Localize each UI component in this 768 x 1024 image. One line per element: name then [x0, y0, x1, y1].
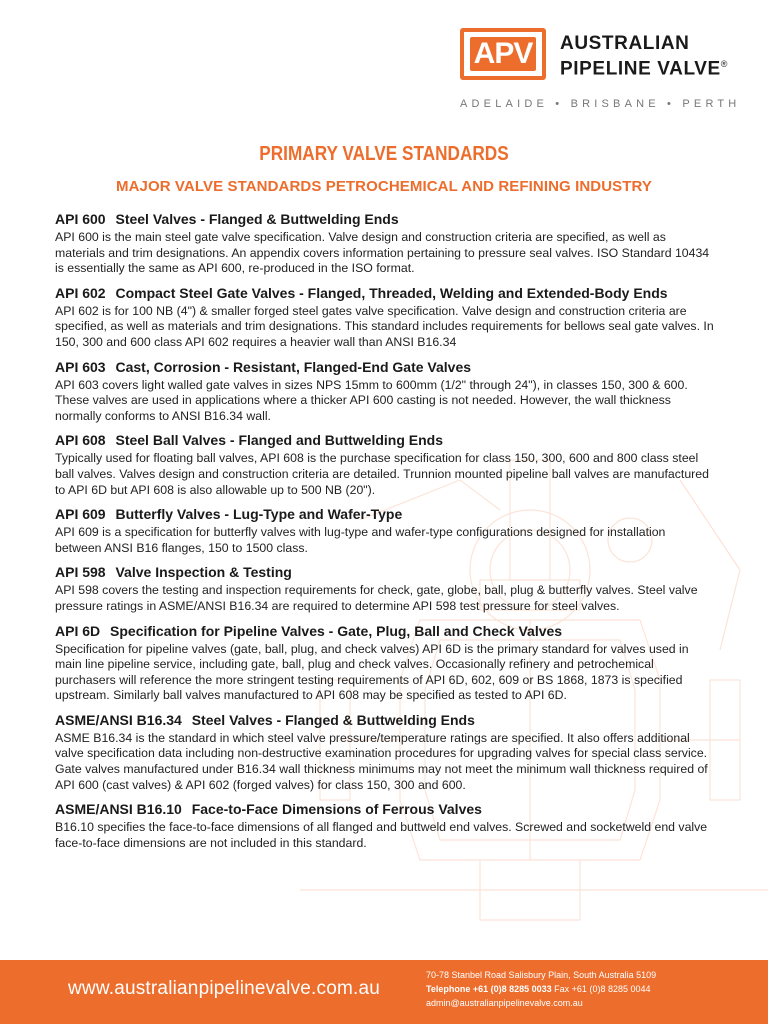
standard-heading	[55, 358, 715, 376]
standard-title: Butterfly Valves - Lug-Type and Wafer-Type	[115, 506, 403, 523]
standard-heading	[55, 800, 715, 818]
contact-info	[426, 968, 656, 1010]
standard-heading	[55, 505, 715, 523]
telephone-number: Telephone +61 (0)8 8285 0033	[426, 984, 552, 994]
standard-code: ASME/ANSI B16.34	[55, 711, 182, 728]
standard-description: API 609 is a specification for butterfly valves with lug-type and wafer-type configurations designed for installation between ANSI B16 flanges, 150 to 1500 class.	[55, 525, 666, 555]
standard-heading	[55, 622, 715, 640]
website-link[interactable]: www.australianpipelinevalve.com.au	[68, 978, 381, 999]
standard-code: API 598	[55, 564, 106, 581]
standard-description: API 600 is the main steel gate valve specification. Valve design and construction criteria are specified, as well as materials and trim designations. An appendix covers information pertaining to pressure seal valves. ISO Standard 10434 is essentially the same as API 600, re-produced in the ISO format.	[55, 230, 710, 276]
standard-section	[55, 284, 715, 351]
logo-badge	[460, 28, 546, 80]
company-name-line1: AUSTRALIAN	[560, 33, 690, 54]
page-title: PRIMARY VALVE STANDARDS	[259, 143, 509, 165]
email-link[interactable]: admin@australianpipelinevalve.com.au	[426, 998, 583, 1008]
standard-title: Compact Steel Gate Valves - Flanged, Threaded, Welding and Extended-Body Ends	[115, 284, 668, 301]
company-name-line2: PIPELINE VALVE	[560, 58, 721, 80]
standard-code: API 609	[55, 506, 106, 523]
standard-section	[55, 563, 715, 614]
standard-heading	[55, 431, 715, 449]
postal-address: 70-78 Stanbel Road Salisbury Plain, South Australia 5109	[426, 970, 657, 980]
standard-title: Steel Valves - Flanged & Buttwelding Ends	[191, 711, 475, 728]
footer-bar	[0, 960, 768, 1024]
standard-section	[55, 358, 715, 425]
standard-title: Specification for Pipeline Valves - Gate, Plug, Ball and Check Valves	[110, 622, 563, 639]
standard-description: API 603 covers light walled gate valves in sizes NPS 15mm to 600mm (1/2" through 24"), in classes 150, 300 & 600. These valves are used in applications where a thicker API 600 casting is not needed. However, the wall thickness normally conforms to ANSI B16.34 wall.	[55, 377, 688, 423]
standard-code: API 603	[55, 358, 106, 375]
standard-code: API 6D	[55, 622, 101, 639]
logo-letters: APV	[473, 37, 533, 70]
standard-description: API 602 is for 100 NB (4") & smaller forged steel gates valve specification. Valve design and construction criteria are specified, as well as materials and trim designations. This standard includes requirements for bellows seal gate valves. In 150, 300 and 600 class API 602 requires a heavier wall than ANSI B16.34	[55, 303, 714, 349]
standards-list	[55, 210, 715, 858]
standard-section	[55, 210, 715, 277]
standard-description: ASME B16.34 is the standard in which steel valve pressure/temperature ratings are specified. It also offers additional valve specification data including non-destructive examination procedures for upgrading valves for special class service. Gate valves manufactured under B16.34 wall thickness minimums may not meet the minimum wall thickness required of API 600 (cast valves) & API 602 (forged valves) for class 150, 300 and 600.	[55, 730, 708, 792]
office-cities: ADELAIDE • BRISBANE • PERTH	[460, 98, 741, 110]
standard-code: ASME/ANSI B16.10	[55, 801, 182, 818]
standard-title: Steel Valves - Flanged & Buttwelding Ends	[115, 211, 399, 227]
standard-description: API 598 covers the testing and inspection requirements for check, gate, globe, ball, plug & butterfly valves. Steel valve pressure ratings in ASME/ANSI B16.34 are required to determine API 598 test pressure for steel valves.	[55, 583, 698, 613]
standard-heading	[55, 563, 715, 581]
standard-title: Valve Inspection & Testing	[115, 564, 292, 581]
standard-code: API 602	[55, 284, 106, 301]
standard-section	[55, 431, 715, 498]
standard-section	[55, 622, 715, 704]
standard-section	[55, 711, 715, 793]
registered-mark: ®	[720, 59, 729, 69]
standard-description: Specification for pipeline valves (gate, ball, plug, and check valves) API 6D is the primary standard for valves used in main line pipeline service, including gate, ball, plug and check valves. Occasionally refinery and petrochemical purchasers will reference the more stringent testing requirements of API 6D, 602, 609 or BS 1868, 1873 is specified upstream. Similarly ball valves manufactured to API 608 may be specified as tested to API 6D.	[55, 641, 689, 703]
standard-description: B16.10 specifies the face-to-face dimensions of all flanged and buttweld end valves. Screwed and socketweld end valve face-to-face dimensions are not included in this standard.	[55, 820, 708, 850]
standard-description: Typically used for floating ball valves, API 608 is the purchase specification for class 150, 300, 600 and 800 class steel ball valves. Valves design and construction criteria are detailed. Trunnion mounted pipeline ball valves are manufactured to API 6D but API 608 is also allowable up to 500 NB (20").	[55, 451, 709, 497]
standard-title: Steel Ball Valves - Flanged and Buttwelding Ends	[115, 432, 443, 449]
standard-code: API 600	[55, 211, 106, 227]
standard-heading	[55, 711, 715, 729]
company-logo	[460, 28, 750, 84]
standard-heading	[55, 210, 715, 228]
standard-heading	[55, 284, 715, 302]
fax-number: Fax +61 (0)8 8285 0044	[554, 984, 651, 994]
standard-code: API 608	[55, 432, 106, 449]
page-subtitle: MAJOR VALVE STANDARDS PETROCHEMICAL AND REFINING INDUSTRY	[116, 178, 652, 195]
company-name	[560, 34, 728, 79]
standard-section	[55, 505, 715, 556]
standard-section	[55, 800, 715, 851]
standard-title: Face-to-Face Dimensions of Ferrous Valves	[191, 801, 482, 818]
standard-title: Cast, Corrosion - Resistant, Flanged-End Gate Valves	[115, 358, 472, 375]
